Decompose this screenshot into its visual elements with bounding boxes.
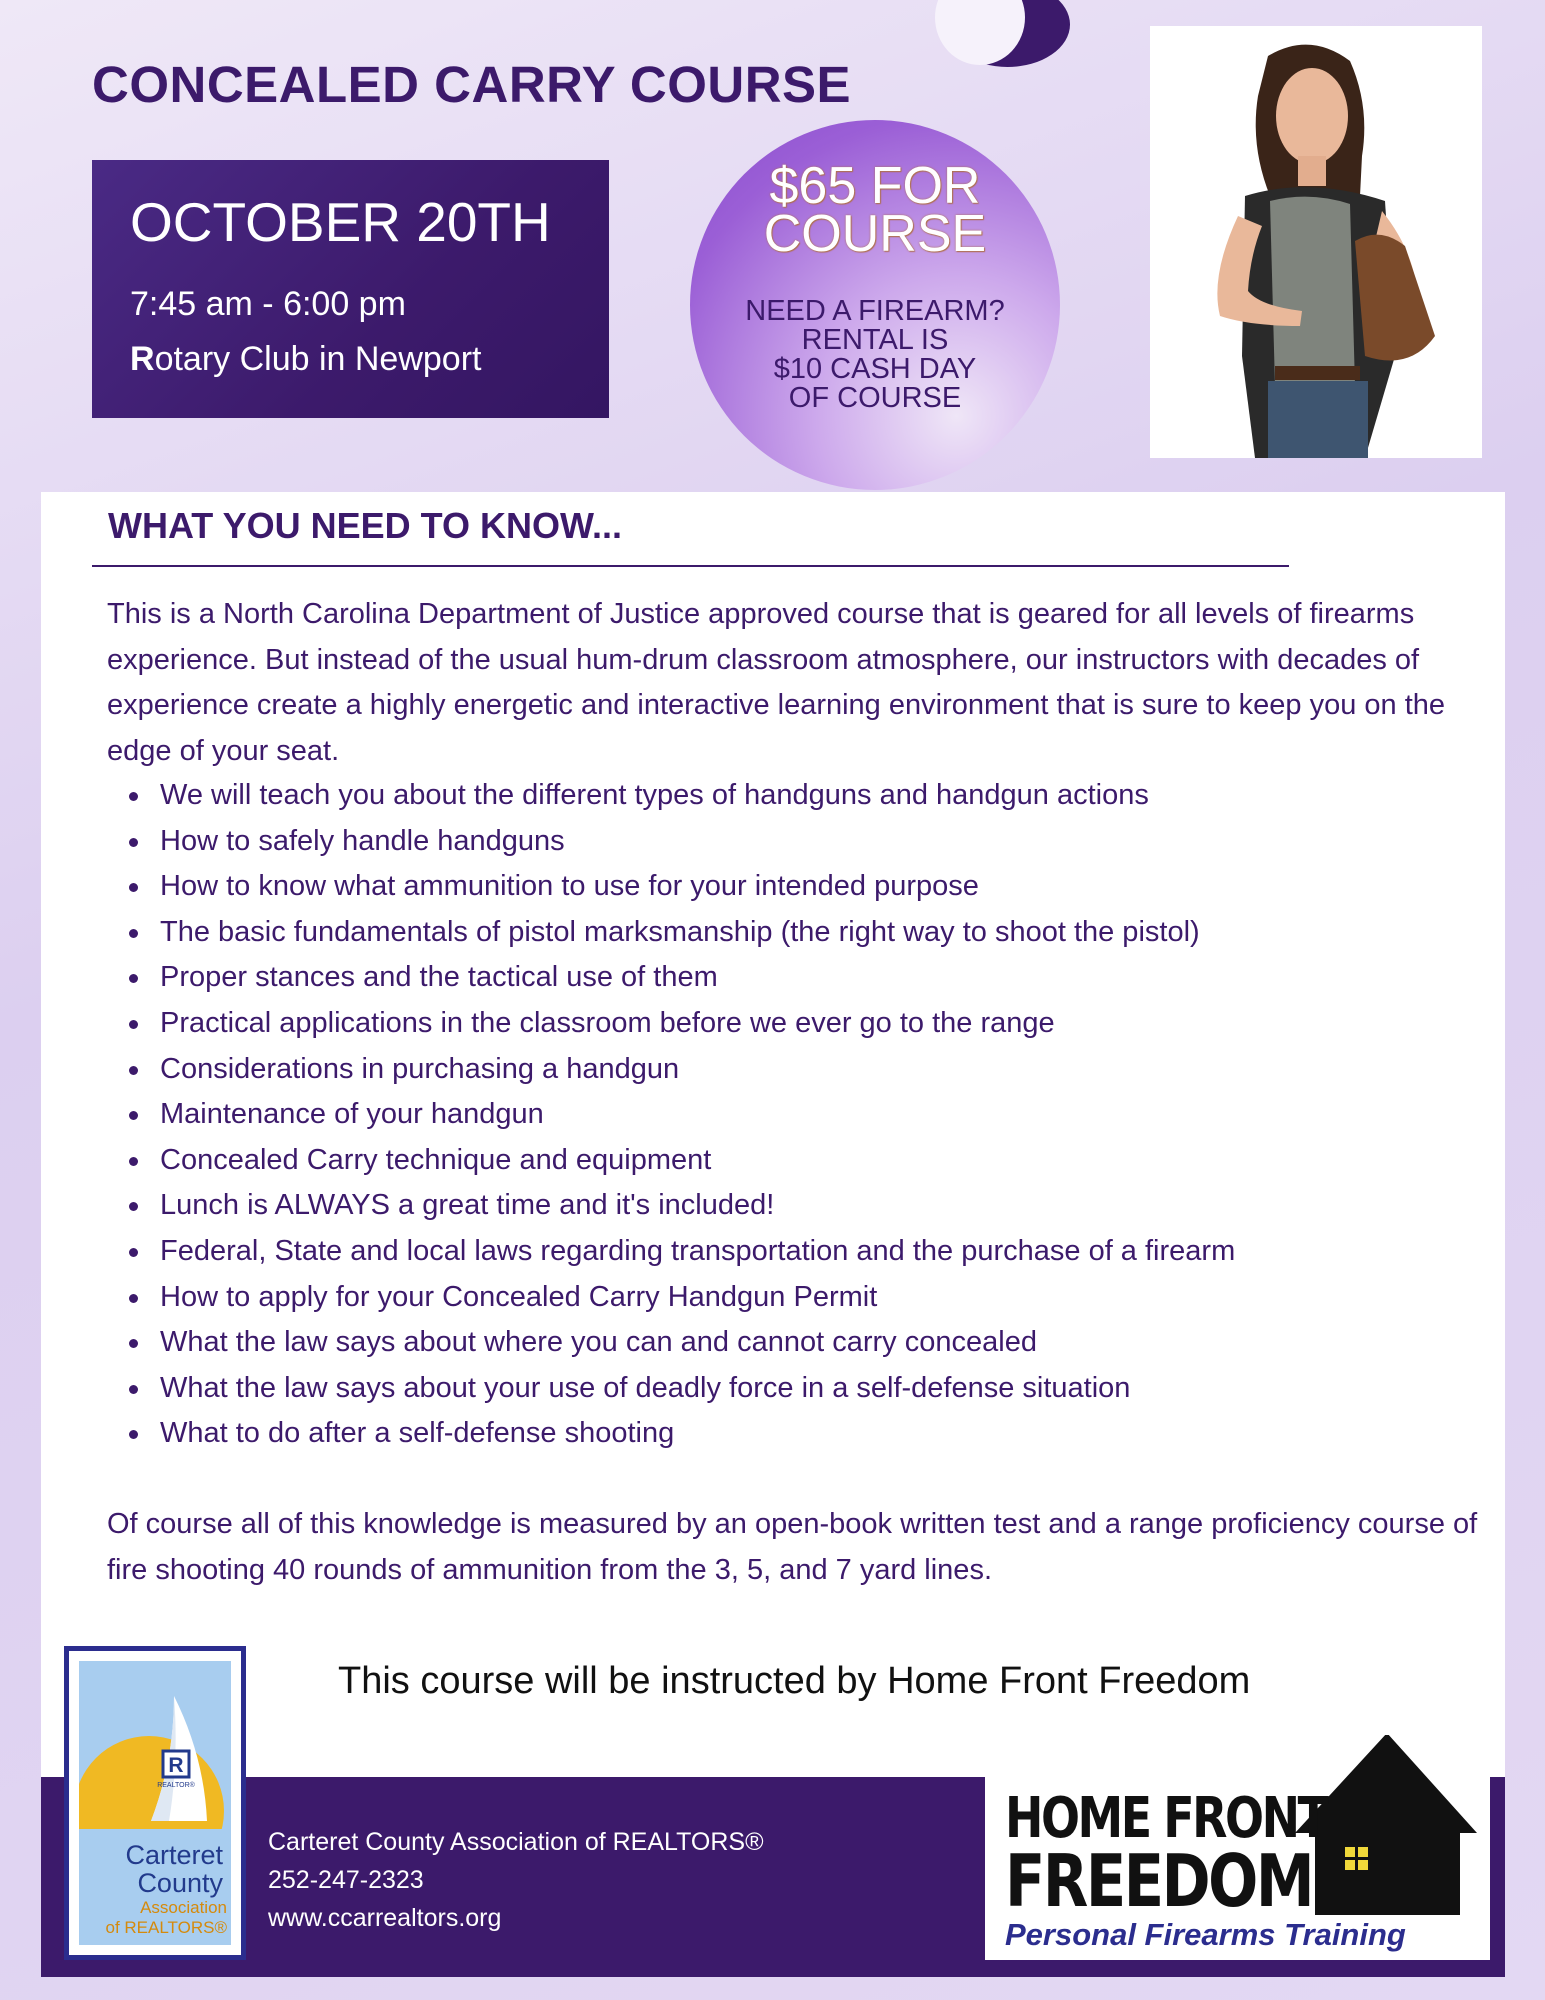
event-date: OCTOBER 20TH [130,191,551,253]
carteret-logo-assoc: Association of REALTORS® [105,1898,227,1937]
bullet-dot-icon [129,1248,138,1257]
list-item: Considerations in purchasing a handgun [125,1047,1235,1093]
bullet-dot-icon [129,1066,138,1075]
bullet-dot-icon [129,838,138,847]
hff-wordmark: HOME FRONT FREEDOM [1005,1786,1327,1923]
bullet-dot-icon [129,1385,138,1394]
list-item: What the law says about your use of deadly force in a self-defense situation [125,1366,1235,1412]
intro-paragraph: This is a North Carolina Department of Justice approved course that is geared for all levels of firearms experience. But instead of the usual hum-drum classroom atmosphere, our instructors with decades of experience create a highly energetic and interactive learning environment that is sure to keep you on the edge of your seat. [107,598,1446,767]
bullet-dot-icon [129,1020,138,1029]
event-time: 7:45 am - 6:00 pm [130,285,406,323]
venue-initial: R [130,340,155,378]
list-item: What to do after a self-defense shooting [125,1411,1235,1457]
price-line-1: $65 FOR [769,157,981,215]
heading-divider [92,565,1289,567]
rental-note [720,297,1030,413]
svg-text:R: R [168,1754,184,1777]
footer-website[interactable]: www.ccarrealtors.org [268,1904,502,1932]
rental-line-2: RENTAL IS [801,324,949,356]
event-venue [130,340,481,379]
price-circle [690,120,1060,490]
carteret-logo-inner [79,1661,231,1945]
page-title: CONCEALED CARRY COURSE [92,56,852,113]
price-line-2: COURSE [763,205,987,263]
bullet-dot-icon [129,883,138,892]
list-item: Practical applications in the classroom before we ever go to the range [125,1001,1235,1047]
list-item: The basic fundamentals of pistol marksmanship (the right way to shoot the pistol) [125,910,1235,956]
instructor-note: This course will be instructed by Home Front Freedom [338,1660,1251,1702]
list-item: Federal, State and local laws regarding transportation and the purchase of a firearm [125,1229,1235,1275]
venue-rest: otary Club in Newport [154,340,482,378]
bullet-dot-icon [129,1430,138,1439]
list-item: Lunch is ALWAYS a great time and it's included! [125,1183,1235,1229]
svg-text:REALTOR®: REALTOR® [157,1782,195,1789]
bullet-dot-icon [129,792,138,801]
list-item: We will teach you about the different types of handguns and handgun actions [125,773,1235,819]
list-item: How to know what ammunition to use for your intended purpose [125,864,1235,910]
outro-paragraph: Of course all of this knowledge is measured by an open-book written test and a range proficiency course of fire shooting 40 rounds of ammunition from the 3, 5, and 7 yard lines. [107,1508,1478,1586]
hff-tagline: Personal Firearms Training [1005,1917,1406,1952]
woman-photo [1150,26,1482,458]
section-heading: WHAT YOU NEED TO KNOW... [108,505,623,546]
rental-line-1: NEED A FIREARM? [745,295,1005,327]
woman-illustration [1150,26,1482,458]
topics-list [125,773,1235,1457]
carteret-logo-name: Carteret County [125,1840,223,1898]
home-front-freedom-logo [985,1735,1490,1960]
list-item: How to apply for your Concealed Carry Handgun Permit [125,1275,1235,1321]
rental-line-4: OF COURSE [788,382,962,414]
list-item: What the law says about where you can and cannot carry concealed [125,1320,1235,1366]
footer-org: Carteret County Association of REALTORS® [268,1828,764,1856]
bullet-dot-icon [129,974,138,983]
list-item: How to safely handle handguns [125,819,1235,865]
price-label [690,157,1060,263]
bullet-dot-icon [129,1111,138,1120]
bullet-dot-icon [129,1157,138,1166]
bullet-dot-icon [129,929,138,938]
footer-contact [268,1823,763,1937]
list-item: Maintenance of your handgun [125,1092,1235,1138]
bullet-dot-icon [129,1202,138,1211]
bullet-dot-icon [129,1339,138,1348]
list-item: Concealed Carry technique and equipment [125,1138,1235,1184]
bullet-dot-icon [129,1294,138,1303]
carteret-county-logo [64,1646,246,1960]
footer-phone[interactable]: 252-247-2323 [268,1866,424,1894]
rental-line-3: $10 CASH DAY [773,353,977,385]
event-info-box [92,160,609,418]
list-item: Proper stances and the tactical use of them [125,955,1235,1001]
